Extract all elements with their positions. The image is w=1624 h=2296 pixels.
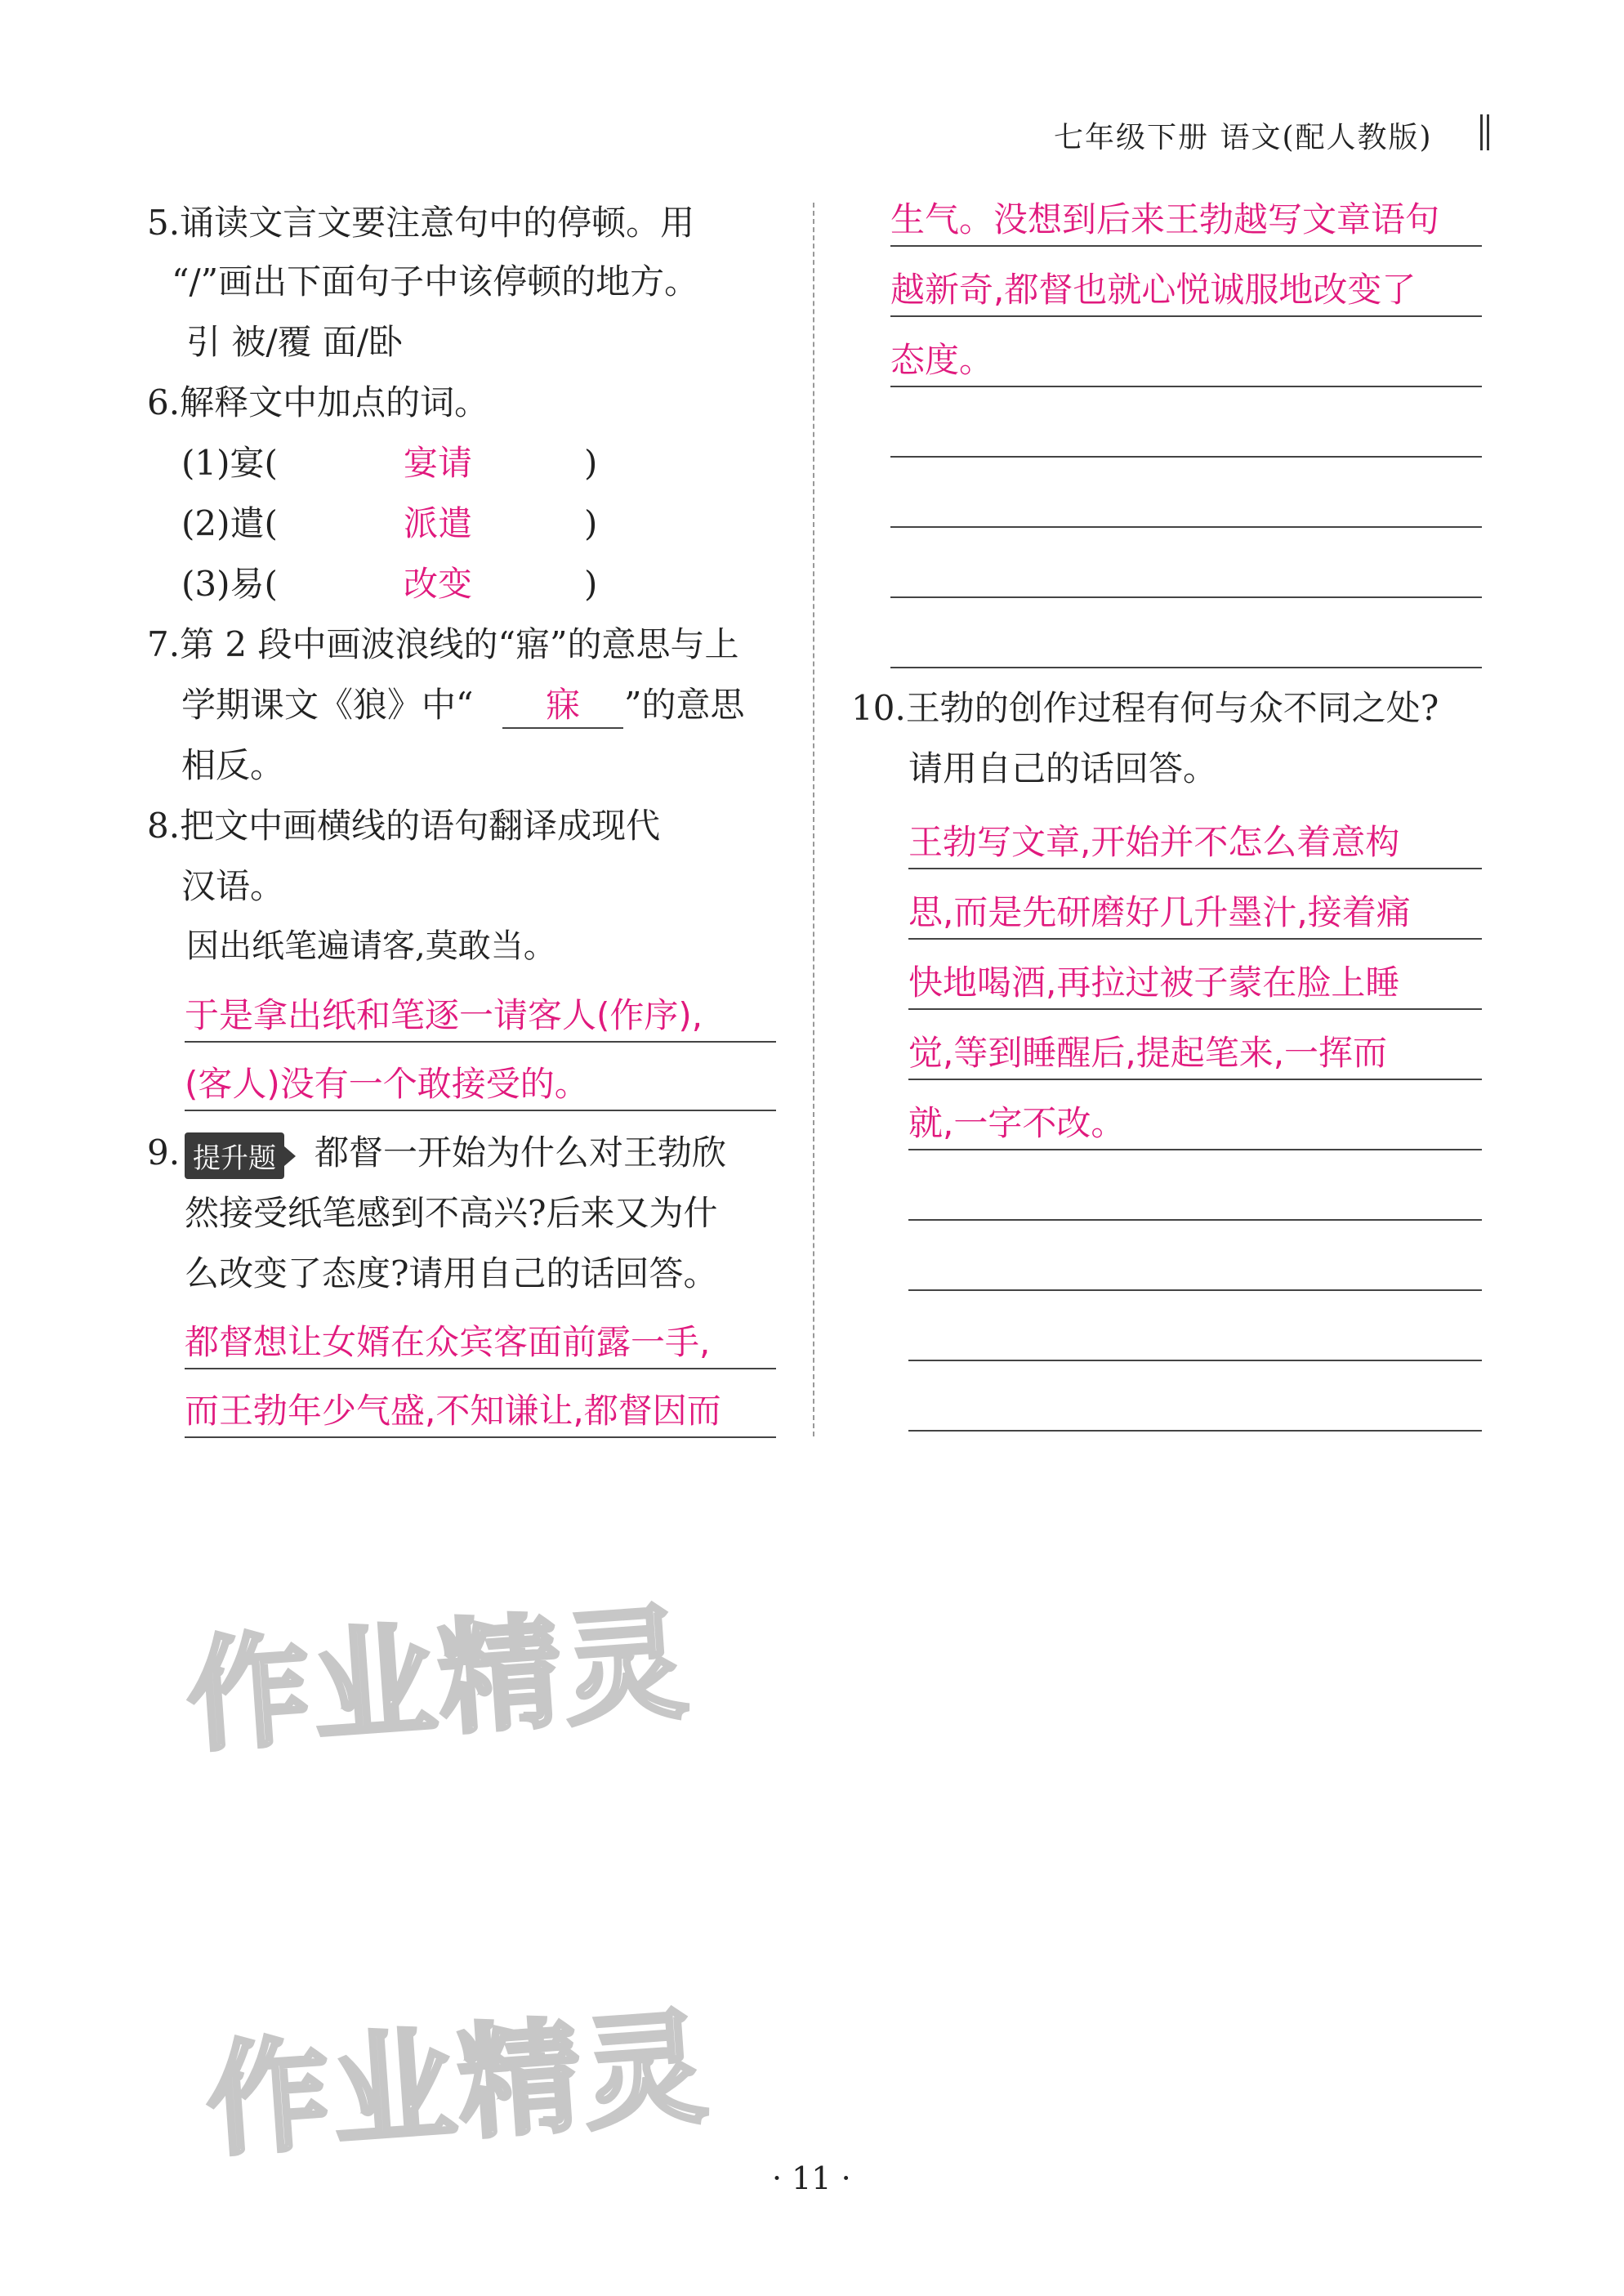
page-number: · 11 · — [772, 2160, 851, 2196]
header-bar-2 — [1487, 114, 1489, 150]
page-header — [1054, 114, 1433, 156]
q6-title: 6.解释文中加点的词。 — [147, 382, 489, 422]
q8-answer-rule-2 — [185, 1110, 776, 1111]
q9-answer-rule-1 — [185, 1368, 776, 1369]
q8-line1: 8.把文中画横线的语句翻译成现代 — [147, 806, 661, 846]
q10-blank-rule-4 — [908, 1430, 1482, 1432]
q10-answer-rule-5 — [908, 1149, 1482, 1150]
q6-item-2-label: (2)遣( — [181, 503, 278, 543]
q10-answer-rule-3 — [908, 1008, 1482, 1010]
q10-blank-rule-2 — [908, 1289, 1482, 1291]
q9-line1: 都督一开始为什么对王勃欣 — [315, 1132, 727, 1173]
q7-line2-pre: 学期课文《狼》中“ — [181, 685, 474, 725]
upgrade-badge: 提升题 — [185, 1132, 284, 1179]
q8-answer-line-1: 于是拿出纸和笔逐一请客人(作序), — [185, 995, 703, 1035]
header-title: 七年级下册 语文(配人教版) — [1054, 121, 1433, 154]
column-divider — [813, 203, 814, 1436]
q9-blank-rule-3 — [890, 596, 1482, 598]
q9-blank-rule-2 — [890, 526, 1482, 528]
q9-answer-rule-5 — [890, 386, 1482, 387]
q10-answer-line-1: 王勃写文章,开始并不怎么着意构 — [908, 822, 1400, 862]
q6-item-3-close: ) — [584, 564, 598, 604]
q7-line2-post: ”的意思 — [624, 685, 745, 725]
q7-line1: 7.第 2 段中画波浪线的“寤”的意思与上 — [147, 624, 739, 664]
q8-answer-line-2: (客人)没有一个敢接受的。 — [185, 1064, 589, 1104]
q9-line3: 么改变了态度?请用自己的话回答。 — [185, 1253, 718, 1293]
q10-answer-line-3: 快地喝酒,再拉过被子蒙在脸上睡 — [908, 963, 1400, 1003]
q10-answer-line-2: 思,而是先研磨好几升墨汁,接着痛 — [908, 892, 1411, 932]
q7-answer: 寐 — [546, 685, 581, 725]
q10-answer-rule-1 — [908, 868, 1482, 869]
q6-item-2-answer: 派遣 — [404, 503, 473, 543]
q9-line2: 然接受纸笔感到不高兴?后来又为什 — [185, 1193, 718, 1233]
q10-answer-rule-4 — [908, 1079, 1482, 1080]
q9-blank-rule-4 — [890, 667, 1482, 668]
q5-sentence: 引 被/覆 面/卧 — [186, 322, 404, 362]
q10-answer-rule-2 — [908, 938, 1482, 940]
q7-line3: 相反。 — [181, 745, 285, 785]
q9-answer-rule-4 — [890, 315, 1482, 317]
q6-item-3-label: (3)易( — [181, 564, 278, 604]
q5-line1: 5.诵读文言文要注意句中的停顿。用 — [147, 203, 695, 243]
q10-line1: 10.王勃的创作过程有何与众不同之处? — [851, 688, 1439, 728]
q10-line2: 请用自己的话回答。 — [908, 748, 1218, 788]
q6-item-1-close: ) — [584, 443, 598, 483]
q6-item-1-answer: 宴请 — [404, 443, 473, 483]
q6-item-1-label: (1)宴( — [181, 443, 278, 483]
q5-line2: “/”画出下面句子中该停顿的地方。 — [172, 261, 699, 302]
q8-answer-rule-1 — [185, 1041, 776, 1043]
q9-blank-rule-1 — [890, 456, 1482, 458]
q9-answer-line-2: 而王勃年少气盛,不知谦让,都督因而 — [185, 1391, 721, 1431]
q9-number: 9. — [147, 1132, 181, 1173]
header-bar-1 — [1480, 114, 1483, 150]
q9-badge — [185, 1132, 284, 1179]
q9-answer-line-4: 越新奇,都督也就心悦诚服地改变了 — [890, 270, 1417, 310]
q10-blank-rule-1 — [908, 1219, 1482, 1221]
q6-item-3-answer: 改变 — [404, 564, 473, 604]
q9-answer-line-3: 生气。没想到后来王勃越写文章语句 — [890, 199, 1440, 239]
q7-answer-rule — [502, 727, 623, 729]
q9-answer-line-1: 都督想让女婿在众宾客面前露一手, — [185, 1322, 711, 1362]
watermark-1: 作业精灵 — [182, 1592, 695, 1770]
q9-answer-line-5: 态度。 — [890, 340, 994, 380]
q9-answer-rule-3 — [890, 245, 1482, 247]
q8-line2: 汉语。 — [181, 866, 285, 906]
watermark-2: 作业精灵 — [202, 1996, 715, 2174]
q10-blank-rule-3 — [908, 1360, 1482, 1361]
q6-item-2-close: ) — [584, 503, 598, 543]
q8-sentence: 因出纸笔遍请客,莫敢当。 — [186, 927, 556, 965]
q10-answer-line-4: 觉,等到睡醒后,提起笔来,一挥而 — [908, 1033, 1388, 1073]
q10-answer-line-5: 就,一字不改。 — [908, 1103, 1126, 1143]
q9-answer-rule-2 — [185, 1436, 776, 1438]
